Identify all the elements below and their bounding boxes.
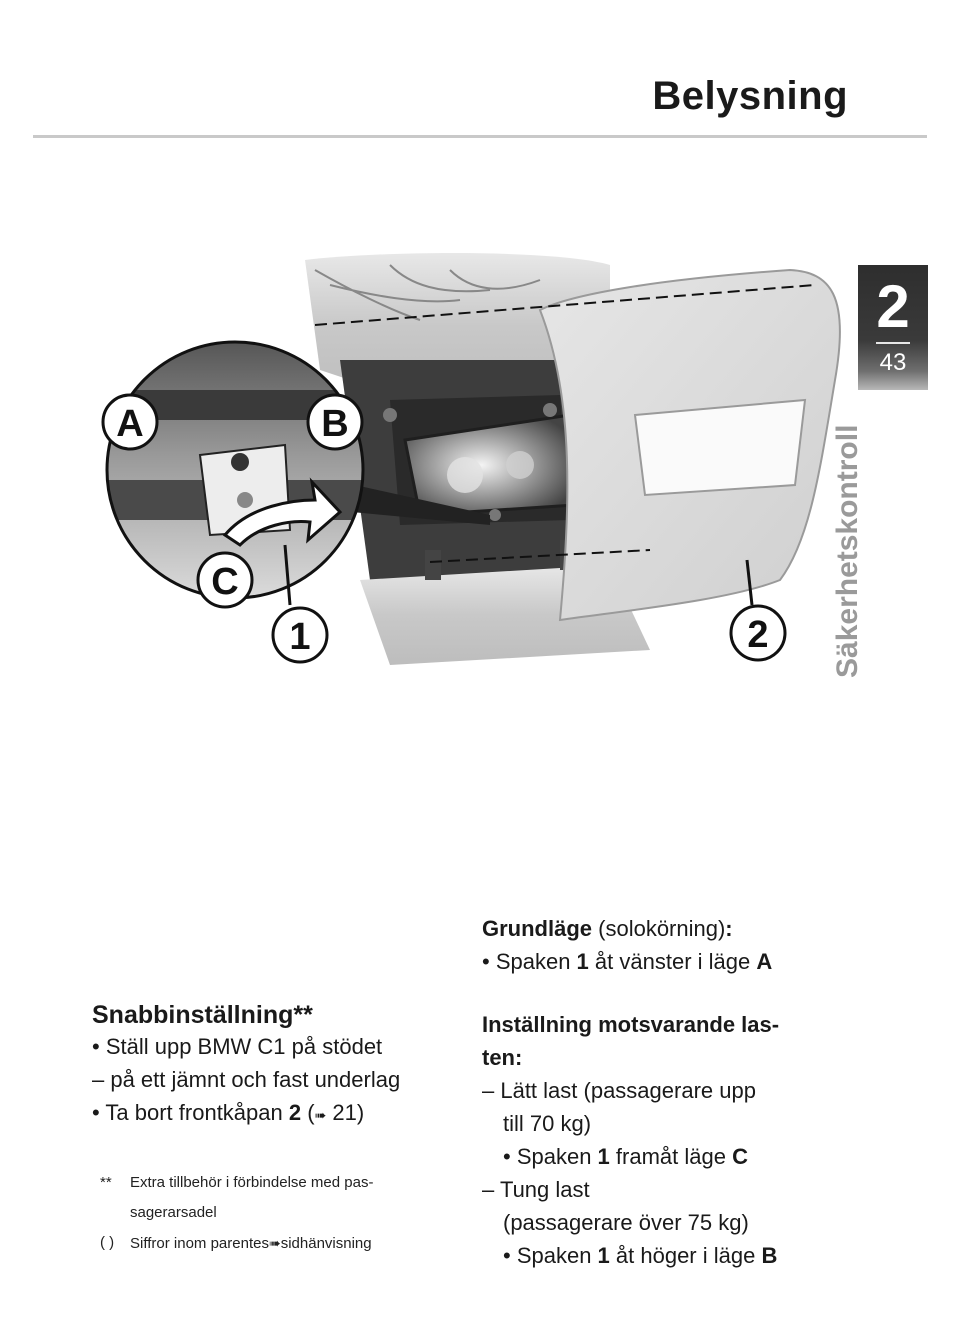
callout-a	[103, 395, 157, 449]
footnote-mark: ( )	[100, 1234, 115, 1251]
position-letter: C	[732, 1144, 748, 1169]
footnote-text-part: sidhänvisning	[280, 1235, 372, 1252]
item-number: 1	[597, 1243, 610, 1268]
position-letter: B	[761, 1243, 778, 1268]
step-text: • Spaken	[482, 949, 577, 974]
step-text: åt vänster i läge	[588, 949, 757, 974]
step-text: • Spaken	[503, 1144, 598, 1169]
basic-setting-line	[482, 912, 862, 945]
step-text: • Ta bort frontkåpan	[92, 1100, 289, 1125]
basic-setting-note: (solokörning)	[592, 916, 726, 941]
heavy-load-line: – Tung last	[482, 1177, 590, 1202]
step-text: framåt läge	[609, 1144, 733, 1169]
callout-b-label: B	[321, 403, 349, 445]
step-text: • Spaken	[503, 1243, 598, 1268]
callout-2-label: 2	[747, 614, 769, 656]
footnote-text: Extra tillbehör i förbindelse med pas-	[130, 1174, 374, 1191]
page-reference: 21)	[326, 1100, 365, 1125]
section-side-label: Säkerhetskontroll	[831, 424, 864, 678]
callout-1	[273, 608, 327, 662]
footnote	[92, 1228, 472, 1259]
callout-b	[308, 395, 362, 449]
item-number: 2	[288, 1100, 302, 1125]
step-line	[92, 1096, 472, 1132]
basic-setting-label: Grundläge	[482, 916, 593, 941]
basic-setting-step	[482, 945, 862, 978]
footnote	[92, 1198, 472, 1228]
footnote-text: sagerarsadel	[130, 1204, 217, 1221]
quick-adjust-heading: Snabbinställning**	[92, 1001, 313, 1029]
light-load-step	[482, 1140, 862, 1173]
step-text: (	[301, 1100, 315, 1125]
light-load-line: – Lätt last (passagerare upp	[482, 1078, 756, 1103]
page-title: Belysning	[652, 74, 848, 118]
step-text: • Ställ upp BMW C1 på stödet	[92, 1034, 383, 1059]
page-ref-arrow-icon: ➠	[314, 1107, 327, 1123]
quick-adjust-section	[92, 1000, 472, 1132]
callout-c	[198, 553, 252, 607]
heavy-load-step	[482, 1239, 862, 1272]
footnotes	[92, 1168, 472, 1259]
footnote	[92, 1168, 472, 1198]
footnote-mark: **	[100, 1174, 112, 1191]
page-number: 43	[879, 349, 907, 376]
step-line	[92, 1030, 472, 1063]
callout-1-label: 1	[289, 616, 311, 658]
headlight-illustration	[90, 250, 870, 680]
position-letter: A	[756, 949, 773, 974]
load-setting-heading-cont: ten:	[482, 1045, 523, 1070]
callout-2	[731, 606, 785, 660]
footnote-text-part: Siffror inom parentes	[130, 1235, 269, 1252]
step-line	[92, 1063, 472, 1096]
heavy-load-line: (passagerare över 75 kg)	[503, 1210, 749, 1235]
chapter-number: 2	[876, 273, 910, 340]
adjustment-section	[482, 912, 862, 1272]
item-number: 1	[597, 1144, 610, 1169]
step-text: åt höger i läge	[609, 1243, 762, 1268]
item-number: 1	[576, 949, 589, 974]
load-setting-heading: Inställning motsvarande las-	[482, 1012, 780, 1037]
callout-c-label: C	[211, 561, 239, 603]
callout-a-label: A	[116, 403, 144, 445]
basic-setting-colon: :	[725, 916, 733, 941]
step-text: – på ett jämnt och fast underlag	[92, 1067, 401, 1092]
header-divider	[33, 135, 927, 138]
footnote-text	[130, 1228, 472, 1259]
chapter-tab-rule	[876, 342, 910, 344]
page-ref-arrow-icon: ➠	[268, 1235, 281, 1251]
light-load-line: till 70 kg)	[503, 1111, 592, 1136]
